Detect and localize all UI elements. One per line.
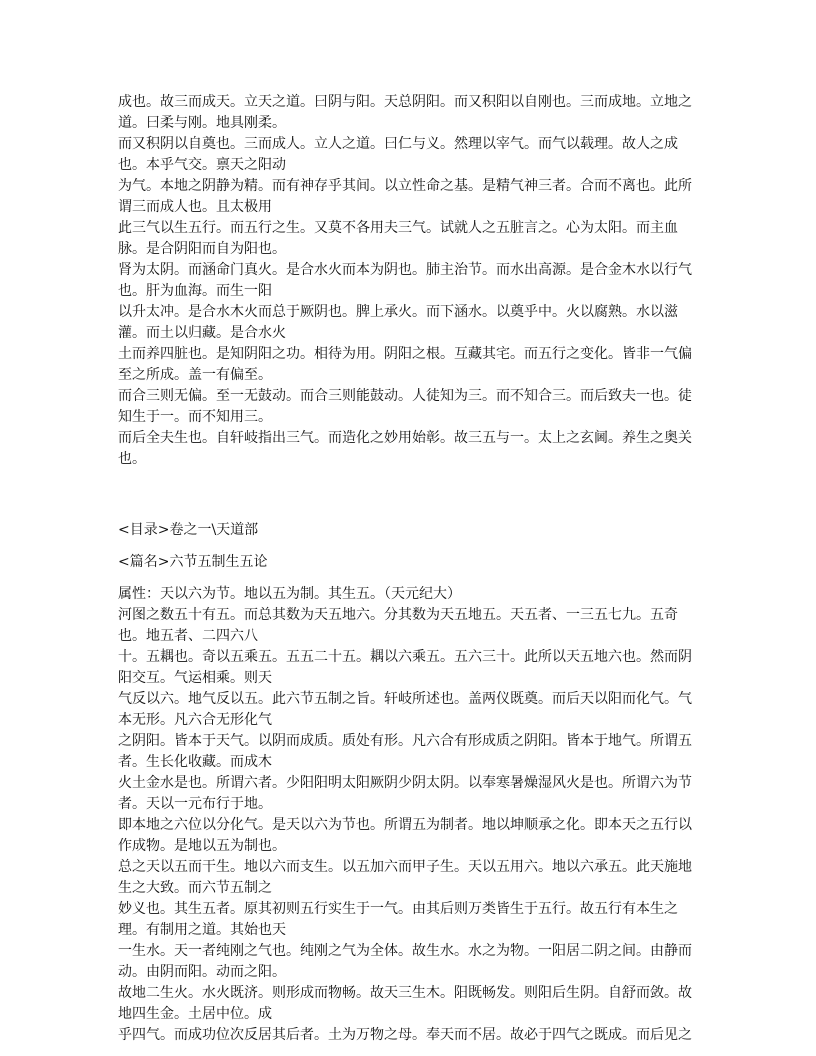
- paragraph: 成也。故三而成天。立天之道。曰阴与阳。天总阴阳。而又积阳以自刚也。三而成地。立地之道。曰柔与刚。地具刚柔。: [118, 94, 692, 131]
- paragraph: 土而养四脏也。是知阴阳之功。相待为用。阴阳之根。互藏其宅。而五行之变化。皆非一气偏至之所成。盖一有偏至。: [118, 346, 692, 383]
- paragraph: 河图之数五十有五。而总其数为天五地六。分其数为天五地五。天五者、一三五七九。五奇也。地五者、二四六八: [118, 607, 678, 644]
- paragraph: 妙义也。其生五者。原其初则五行实生于一气。由其后则万类皆生于五行。故五行有本生之理。有制用之道。其始也天: [118, 901, 678, 938]
- paragraph: 气反以六。地气反以五。此六节五制之旨。轩岐所述也。盖两仪既奠。而后天以阳而化气。气本无形。凡六合无形化气: [118, 691, 692, 728]
- paragraph: 而合三则无偏。至一无鼓动。而合三则能鼓动。人徒知为三。而不知合三。而后致夫一也。徒知生于一。而不知用三。: [118, 388, 692, 425]
- spacer: [118, 541, 700, 552]
- paragraph: 以升太冲。是合水木火而总于厥阴也。脾上承火。而下涵水。以奠乎中。火以腐熟。水以滋灌。而土以归藏。是合水火: [118, 304, 678, 341]
- attribute-line: 属性：天以六为节。地以五为制。其生五。（天元纪大）: [118, 586, 461, 602]
- paragraph: 总之天以五而干生。地以六而支生。以五加六而甲子生。天以五用六。地以六承五。此天施地生之大致。而六节五制之: [118, 859, 692, 896]
- spacer: [118, 470, 700, 520]
- paragraph: 而后全夫生也。自轩岐指出三气。而造化之妙用始彰。故三五与一。太上之玄阃。养生之奥关也。: [118, 430, 692, 467]
- spacer: [118, 573, 700, 584]
- paragraph: 乎四气。而成功位次反居其后者。土为万物之母。奉天而不居。故必于四气之既成。而后见之: [118, 1027, 692, 1043]
- paragraph: 之阴阳。皆本于天气。以阴而成质。质处有形。凡六合有形成质之阴阳。皆本于地气。所谓五者。生长化收藏。而成木: [118, 733, 692, 770]
- paragraph: 火土金水是也。所谓六者。少阳阳明太阳厥阴少阴太阴。以奉寒暑燥湿风火是也。所谓六为节者。天以一元布行于地。: [118, 775, 692, 812]
- paragraph: 十。五耦也。奇以五乘五。五五二十五。耦以六乘五。五六三十。此所以天五地六也。然而阴阳交互。气运相乘。则天: [118, 649, 692, 686]
- text-section-2: [118, 584, 700, 1046]
- paragraph: 此三气以生五行。而五行之生。又莫不各用夫三气。试就人之五脏言之。心为太阳。而主血脉。是合阴阳而自为阳也。: [118, 220, 678, 257]
- paragraph: 而又积阴以自奠也。三而成人。立人之道。曰仁与义。然理以宰气。而气以载理。故人之成也。本乎气交。禀天之阳动: [118, 136, 678, 173]
- document-body: [118, 92, 700, 1046]
- paragraph: 肾为太阴。而涵命门真火。是合水火而本为阴也。肺主治节。而水出高源。是合金木水以行气也。肝为血海。而生一阳: [118, 262, 692, 299]
- paragraph: 为气。本地之阴静为精。而有神存乎其间。以立性命之基。是精气神三者。合而不离也。此所谓三而成人也。且太极用: [118, 178, 692, 215]
- text-section-1: [118, 92, 700, 470]
- paragraph: 故地二生火。水火既济。则形成而物畅。故天三生木。阳既畅发。则阳后生阴。自舒而敛。故地四生金。土居中位。成: [118, 985, 692, 1022]
- toc-label: <目录>卷之一\天道部: [118, 522, 259, 538]
- chapter-title: <篇名>六节五制生五论: [118, 554, 268, 570]
- paragraph: 一生水。天一者纯刚之气也。纯刚之气为全体。故生水。水之为物。一阳居二阴之间。由静而动。由阴而阳。动而之阳。: [118, 943, 692, 980]
- paragraph: 即本地之六位以分化气。是天以六为节也。所谓五为制者。地以坤顺承之化。即本天之五行以作成物。是地以五为制也。: [118, 817, 692, 854]
